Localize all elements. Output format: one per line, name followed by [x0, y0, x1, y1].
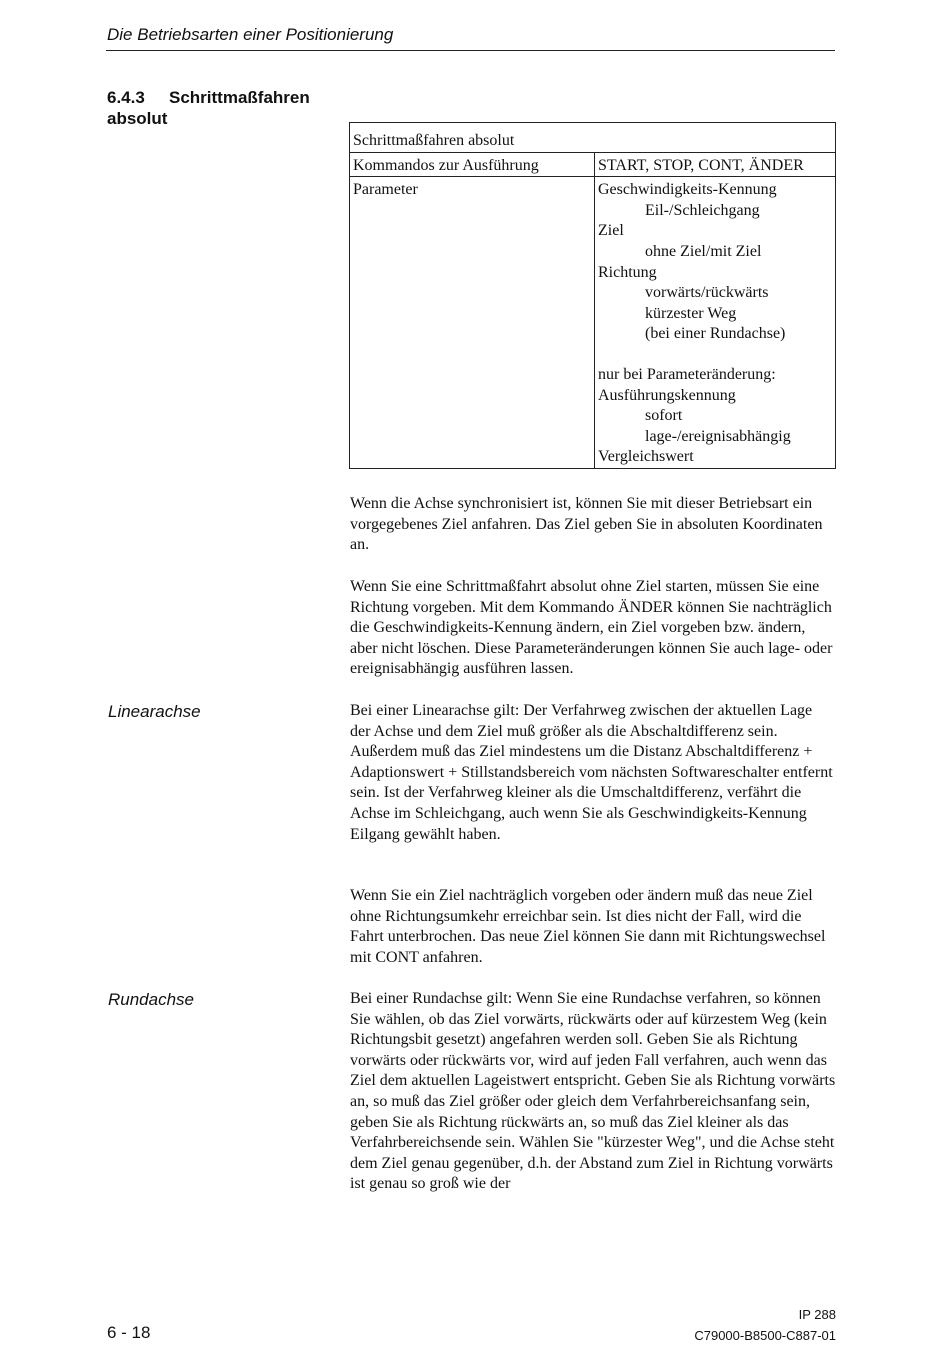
parameters-label: Parameter	[350, 177, 595, 469]
parameter-option: (bei einer Rundachse)	[645, 325, 786, 343]
body-paragraph-2: Wenn Sie eine Schrittmaßfahrt absolut ohne Ziel starten, müssen Sie eine Richtung vorgeben. Mit dem Kommando ÄNDER können Sie nachträglich die Geschwindigkeits-Kennung ändern, ein Ziel vorgeben bzw. ändern, aber nicht löschen. Diese Parameteränderungen können Sie auch lage- oder ereignisabhängig ausführen lassen.	[350, 578, 833, 678]
parameter-name	[598, 345, 832, 365]
section-number: 6.4.3	[107, 88, 145, 107]
parameter-name: Ziel	[598, 222, 624, 240]
order-number: C79000-B8500-C887-01	[694, 1328, 836, 1343]
parameter-table	[349, 122, 836, 469]
section-heading	[107, 87, 337, 129]
table-row-commands	[350, 152, 836, 177]
table-row-parameters	[350, 177, 836, 469]
linearachse-paragraph-2: Wenn Sie ein Ziel nachträglich vorgeben oder ändern muß das neue Ziel ohne Richtungsumkehr erreichbar sein. Ist dies nicht der Fall, wird die Fahrt unterbrochen. Das neue Ziel können Sie dann mit Richtungswechsel mit CONT anfahren.	[350, 887, 826, 966]
parameter-option: Eil-/Schleichgang	[645, 201, 760, 219]
parameter-name: Geschwindigkeits-Kennung	[598, 181, 777, 199]
running-header: Die Betriebsarten einer Positionierung	[107, 25, 394, 44]
body-paragraph-1: Wenn die Achse synchronisiert ist, können Sie mit dieser Betriebsart ein vorgegebenes Ziel anfahren. Das Ziel geben Sie in absoluten Koordinaten an.	[350, 495, 823, 554]
parameter-option: lage-/ereignisabhängig	[645, 427, 791, 445]
parameter-name: Vergleichswert	[598, 448, 694, 466]
parameter-option: vorwärts/rückwärts	[645, 284, 769, 302]
table-title-row	[350, 123, 836, 153]
margin-label-rundachse: Rundachse	[108, 990, 195, 1009]
rundachse-paragraph-1: Bei einer Rundachse gilt: Wenn Sie eine Rundachse verfahren, so können Sie wählen, ob das Ziel vorwärts, rückwärts oder auf kürzestem Weg (kein Richtungsbit gesetzt) angefahren werden soll. Geben Sie als Richtung vorwärts oder rückwärts vor, wird auf jeden Fall verfahren, auch wenn das Ziel dem aktuellen Lageistwert entspricht. Geben Sie als Richtung vorwärts an, so muß das Ziel größer oder gleich dem Verfahrbereichsanfang sein, geben Sie als Richtung rückwärts an, so muß das Ziel kleiner als das Verfahrbereichsende sein. Wählen Sie "kürzester Weg", und die Achse steht dem Ziel genau gegenüber, d.h. der Abstand zum Ziel in Richtung vorwärts ist genau so groß wie der	[350, 990, 836, 1193]
parameters-list	[595, 177, 836, 469]
table-title: Schrittmaßfahren absolut	[350, 123, 836, 153]
commands-label: Kommandos zur Ausführung	[350, 152, 595, 177]
page-number: 6 - 18	[107, 1323, 151, 1342]
product-name: IP 288	[798, 1307, 836, 1322]
header-rule	[106, 50, 835, 51]
parameter-name: nur bei Parameteränderung:	[598, 365, 776, 383]
parameter-name: Ausführungskennung	[598, 386, 736, 404]
parameter-option: sofort	[645, 407, 683, 425]
linearachse-paragraph-1: Bei einer Linearachse gilt: Der Verfahrweg zwischen der aktuellen Lage der Achse und dem Ziel muß größer als die Abschaltdifferenz sein. Außerdem muß das Ziel mindestens um die Distanz Abschaltdifferenz + Adaptionswert + Stillstandsbereich vom nächsten Softwareschalter entfernt sein. Ist der Verfahrweg kleiner als die Umschaltdifferenz, verfährt die Achse im Schleichgang, auch wenn Sie als Geschwindigkeits-Kennung Eilgang gewählt haben.	[350, 702, 833, 843]
parameter-option: kürzester Weg	[645, 304, 737, 322]
commands-value: START, STOP, CONT, ÄNDER	[595, 152, 836, 177]
section-title: Schrittmaßfahren absolut	[107, 88, 310, 128]
parameter-option: ohne Ziel/mit Ziel	[645, 242, 762, 260]
footer-info	[694, 1304, 836, 1346]
parameter-name: Richtung	[598, 263, 657, 281]
margin-label-linearachse: Linearachse	[108, 702, 201, 721]
